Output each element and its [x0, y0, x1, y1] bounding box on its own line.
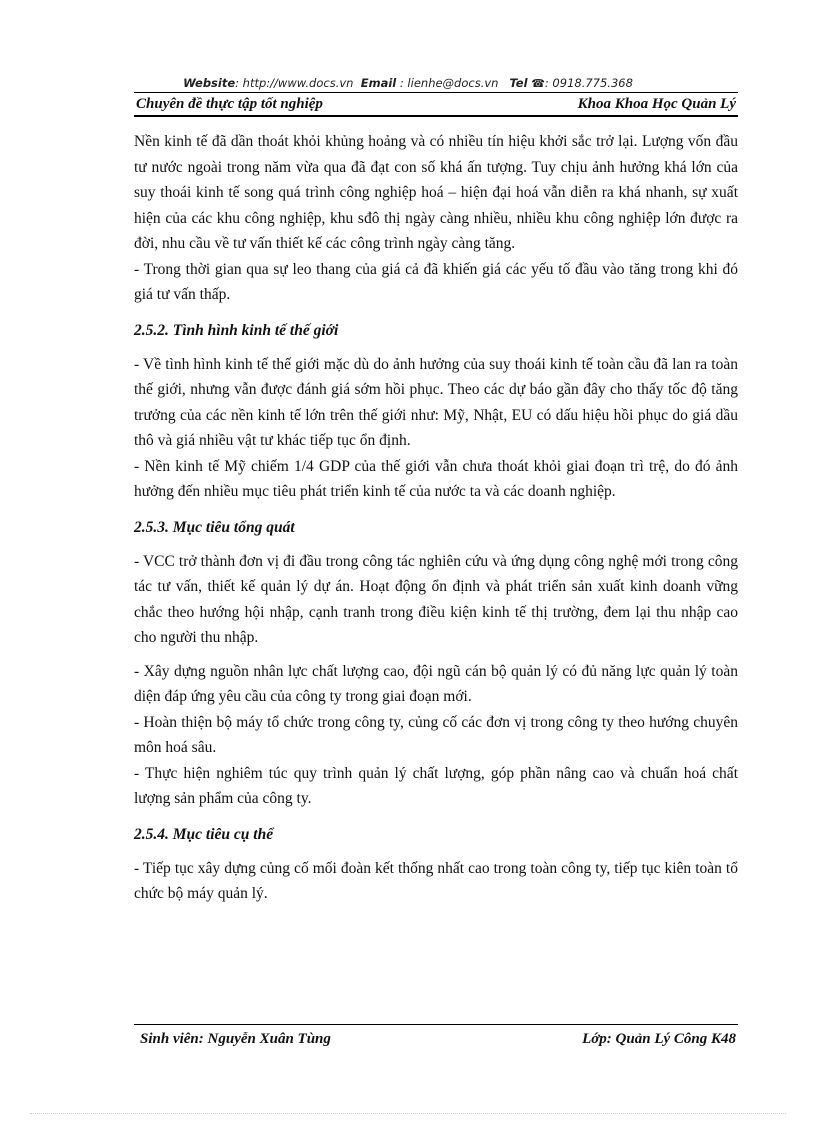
email-label: Email: [360, 76, 397, 90]
paragraph-vcc-goal: - VCC trở thành đơn vị đi đầu trong công tác nghiên cứu và ứng dụng công nghệ mới trong công tác tư vấn, thiết kế quản lý dự án. Hoạt động ổn định và phát triển sản xuất kinh doanh vững chắc theo hướng hội nhập, cạnh tranh trong điều kiện kinh tế thị trường, đem lại thu nhập cao cho người thu nhập.: [134, 552, 738, 646]
paragraph-unity: - Tiếp tục xây dựng củng cố mối đoàn kết thống nhất cao trong toàn công ty, tiếp tục kiên toàn tổ chức bộ máy quản lý.: [134, 859, 738, 902]
paragraph-organization: - Hoàn thiện bộ máy tổ chức trong công ty, củng cố các đơn vị trong công ty theo hướng chuyên môn hoá sâu.: [134, 713, 738, 756]
paragraph-world-economy: - Về tình hình kinh tế thế giới mặc dù do ảnh hưởng của suy thoái kinh tế toàn cầu đã lan ra toàn thế giới, nhưng vẫn được đánh giá sớm hồi phục. Theo các dự báo gần đây cho thấy tốc độ tăng trưởng của các nền kinh tế lớn trên thế giới như: Mỹ, Nhật, EU có dấu hiệu hồi phục do giá dầu thô và giá nhiều vật tư khác tiếp tục ổn định.: [134, 355, 738, 449]
page-edge-divider: [30, 1113, 786, 1114]
footer-class: Lớp: Quản Lý Công K48: [582, 1031, 736, 1047]
website-label: Website: [183, 76, 236, 90]
header-report-title: Chuyên đề thực tập tốt nghiệp: [136, 96, 323, 112]
section-heading-2-5-3: 2.5.3. Mục tiêu tổng quát: [134, 518, 295, 536]
website-contact-line: [0, 76, 816, 90]
paragraph-input-prices: - Trong thời gian qua sự leo thang của giá cả đã khiến giá các yếu tố đầu vào tăng trong khi đó giá tư vấn thấp.: [134, 260, 738, 303]
page-header: [134, 92, 738, 117]
section-heading-2-5-2: 2.5.2. Tình hình kinh tế thế giới: [134, 321, 339, 339]
paragraph-us-economy: - Nền kinh tế Mỹ chiếm 1/4 GDP của thế giới vẫn chưa thoát khỏi giai đoạn trì trệ, do đó ảnh hưởng đến nhiều mục tiêu phát triển kinh tế của nước ta và các doanh nghiệp.: [134, 457, 738, 500]
section-heading-2-5-4: 2.5.4. Mục tiêu cụ thể: [134, 825, 274, 843]
header-faculty: Khoa Khoa Học Quản Lý: [577, 96, 736, 112]
page-footer: [134, 1024, 738, 1047]
phone-icon: ☎: [531, 77, 545, 90]
paragraph-human-resources: - Xây dựng nguồn nhân lực chất lượng cao, đội ngũ cán bộ quản lý có đủ năng lực quản lý toàn diện đáp ứng yêu cầu của công ty trong giai đoạn mới.: [134, 662, 738, 705]
document-body: [134, 129, 738, 907]
email-address[interactable]: : lienhe@docs.vn: [399, 76, 499, 90]
tel-number: : 0918.775.368: [544, 76, 633, 90]
website-url[interactable]: : http://www.docs.vn: [235, 76, 354, 90]
tel-label: Tel: [509, 76, 528, 90]
paragraph-economy-recovery: Nền kinh tế đã dần thoát khỏi khủng hoảng và có nhiều tín hiệu khởi sắc trở lại. Lượng vốn đầu tư nước ngoài trong năm vừa qua đã đạt con số khá ấn tượng. Tuy chịu ảnh hưởng khá lớn của suy thoái kinh tế song quá trình công nghiệp hoá – hiện đại hoá vẫn diễn ra khá nhanh, sự xuất hiện của các khu công nghiệp, khu sđô thị ngày càng nhiều, nhiều khu công nghiệp lớn được ra đời, nhu cầu về tư vấn thiết kế các công trình ngày càng tăng.: [134, 133, 738, 252]
paragraph-quality: - Thực hiện nghiêm túc quy trình quản lý chất lượng, góp phần nâng cao và chuẩn hoá chất lượng sản phẩm của công ty.: [134, 764, 738, 807]
footer-student: Sinh viên: Nguyễn Xuân Tùng: [140, 1031, 331, 1047]
